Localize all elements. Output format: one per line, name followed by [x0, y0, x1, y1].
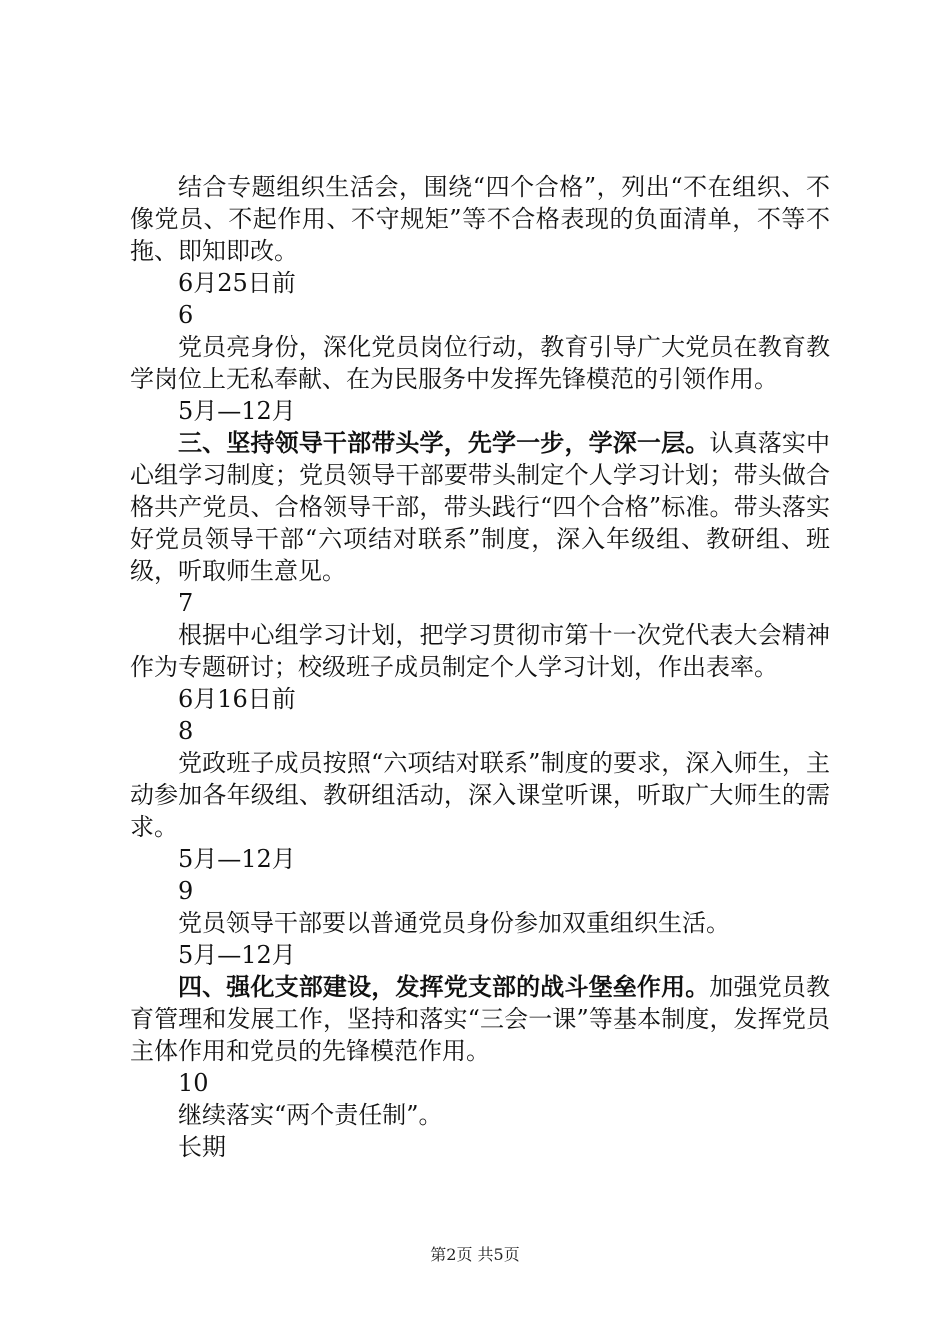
paragraph-study-plan: 根据中心组学习计划，把学习贯彻市第十一次党代表大会精神作为专题研讨；校级班子成员制定个人学习计划，作出表率。: [130, 621, 830, 681]
deadline-may-dec-3: 5月—12月: [178, 941, 296, 969]
section-four-heading: 四、强化支部建设，发挥党支部的战斗堡垒作用。: [178, 972, 710, 1001]
item-number-7: 7: [178, 589, 194, 617]
deadline-long-term: 长期: [178, 1133, 226, 1161]
section-three-text: 认真落实中心组学习制度；党员领导干部要带头制定个人学习计划；带头做合格共产党员、合格领导干部，带头践行“四个合格”标准。带头落实好党员领导干部“六项结对联系”制度，深入年级组、教研组、班级，听取师生意见。: [130, 429, 831, 585]
item-number-8: 8: [178, 717, 194, 745]
section-four: [130, 971, 830, 1067]
section-three: [130, 427, 830, 587]
item-number-6: 6: [178, 301, 194, 329]
paragraph-organize-life-meeting: 结合专题组织生活会，围绕“四个合格”，列出“不在组织、不像党员、不起作用、不守规矩”等不合格表现的负面清单，不等不拖、即知即改。: [130, 173, 830, 265]
paragraph-dual-organization-life: 党员领导干部要以普通党员身份参加双重组织生活。: [178, 909, 730, 937]
document-body: [130, 171, 830, 1163]
page-number-footer: 第2页 共5页: [430, 1245, 520, 1264]
deadline-may-dec-1: 5月—12月: [178, 397, 296, 425]
item-number-9: 9: [178, 877, 194, 905]
deadline-june-16: 6月16日前: [178, 685, 296, 713]
paragraph-two-responsibility: 继续落实“两个责任制”。: [178, 1101, 443, 1129]
item-number-10: 10: [178, 1069, 209, 1097]
paragraph-six-contacts: 党政班子成员按照“六项结对联系”制度的要求，深入师生，主动参加各年级组、教研组活动，深入课堂听课，听取广大师生的需求。: [130, 749, 830, 841]
paragraph-party-member-identity: 党员亮身份，深化党员岗位行动，教育引导广大党员在教育教学岗位上无私奉献、在为民服务中发挥先锋模范的引领作用。: [130, 333, 830, 393]
deadline-may-dec-2: 5月—12月: [178, 845, 296, 873]
section-four-text: 加强党员教育管理和发展工作，坚持和落实“三会一课”等基本制度，发挥党员主体作用和党员的先锋模范作用。: [130, 973, 831, 1065]
section-three-heading: 三、坚持领导干部带头学，先学一步，学深一层。: [178, 428, 710, 457]
deadline-june-25: 6月25日前: [178, 269, 296, 297]
